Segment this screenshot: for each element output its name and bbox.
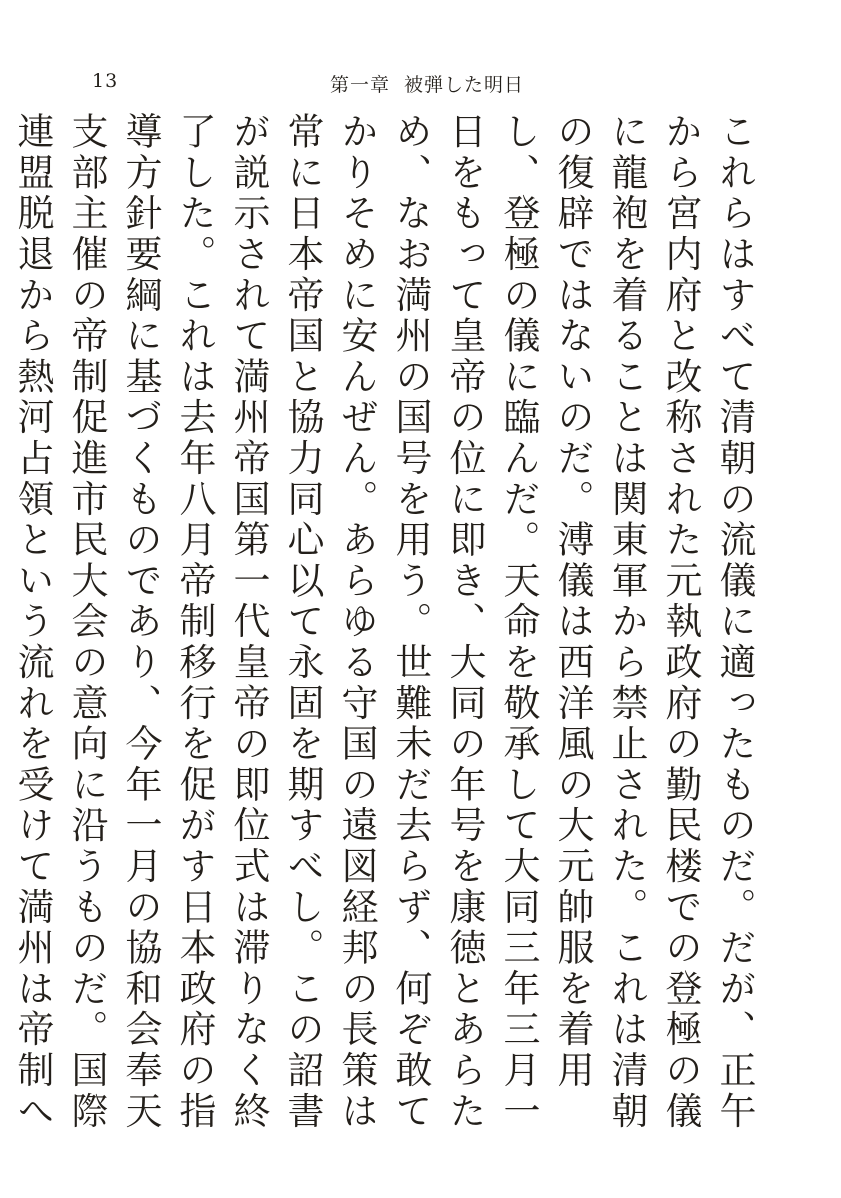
page-number: 13 [92, 70, 119, 92]
paragraph: これらはすべて清朝の流儀に適ったものだ。だが、正午から宮内府と改称された元執政府の勤民楼での登極の儀に龍袍を着ることは関東軍から禁止された。これは清朝の復辟ではないのだ。溥儀は西洋風の大元帥服を着用し、登極の儀に臨んだ。天命を敬承して大同三年三月一日をもって皇帝の位に即き、大同の年号を康徳とあらため、なお満州の国号を用う。世難未だ去らず、何ぞ敢てかりそめに安んぜん。あらゆる守国の遠図経邦の長策は常に日本帝国と協力同心以て永固を期すべし。この詔書が説示されて満州帝国第一代皇帝の即位式は滞りなく終了した。これは去年八月帝制移行を促がす日本政府の指導方針要綱に基づくものであり、今年一月の協和会奉天支部主催の帝制促進市民大会の意向に沿うものだ。国際連盟脱退から熱河占領という流れを受けて満州は帝制へ [11, 112, 756, 1132]
chapter-title: 被弾した明日 [404, 74, 525, 96]
chapter-label: 第一章 [330, 74, 391, 96]
running-head [330, 70, 524, 97]
body-text [11, 112, 761, 1152]
